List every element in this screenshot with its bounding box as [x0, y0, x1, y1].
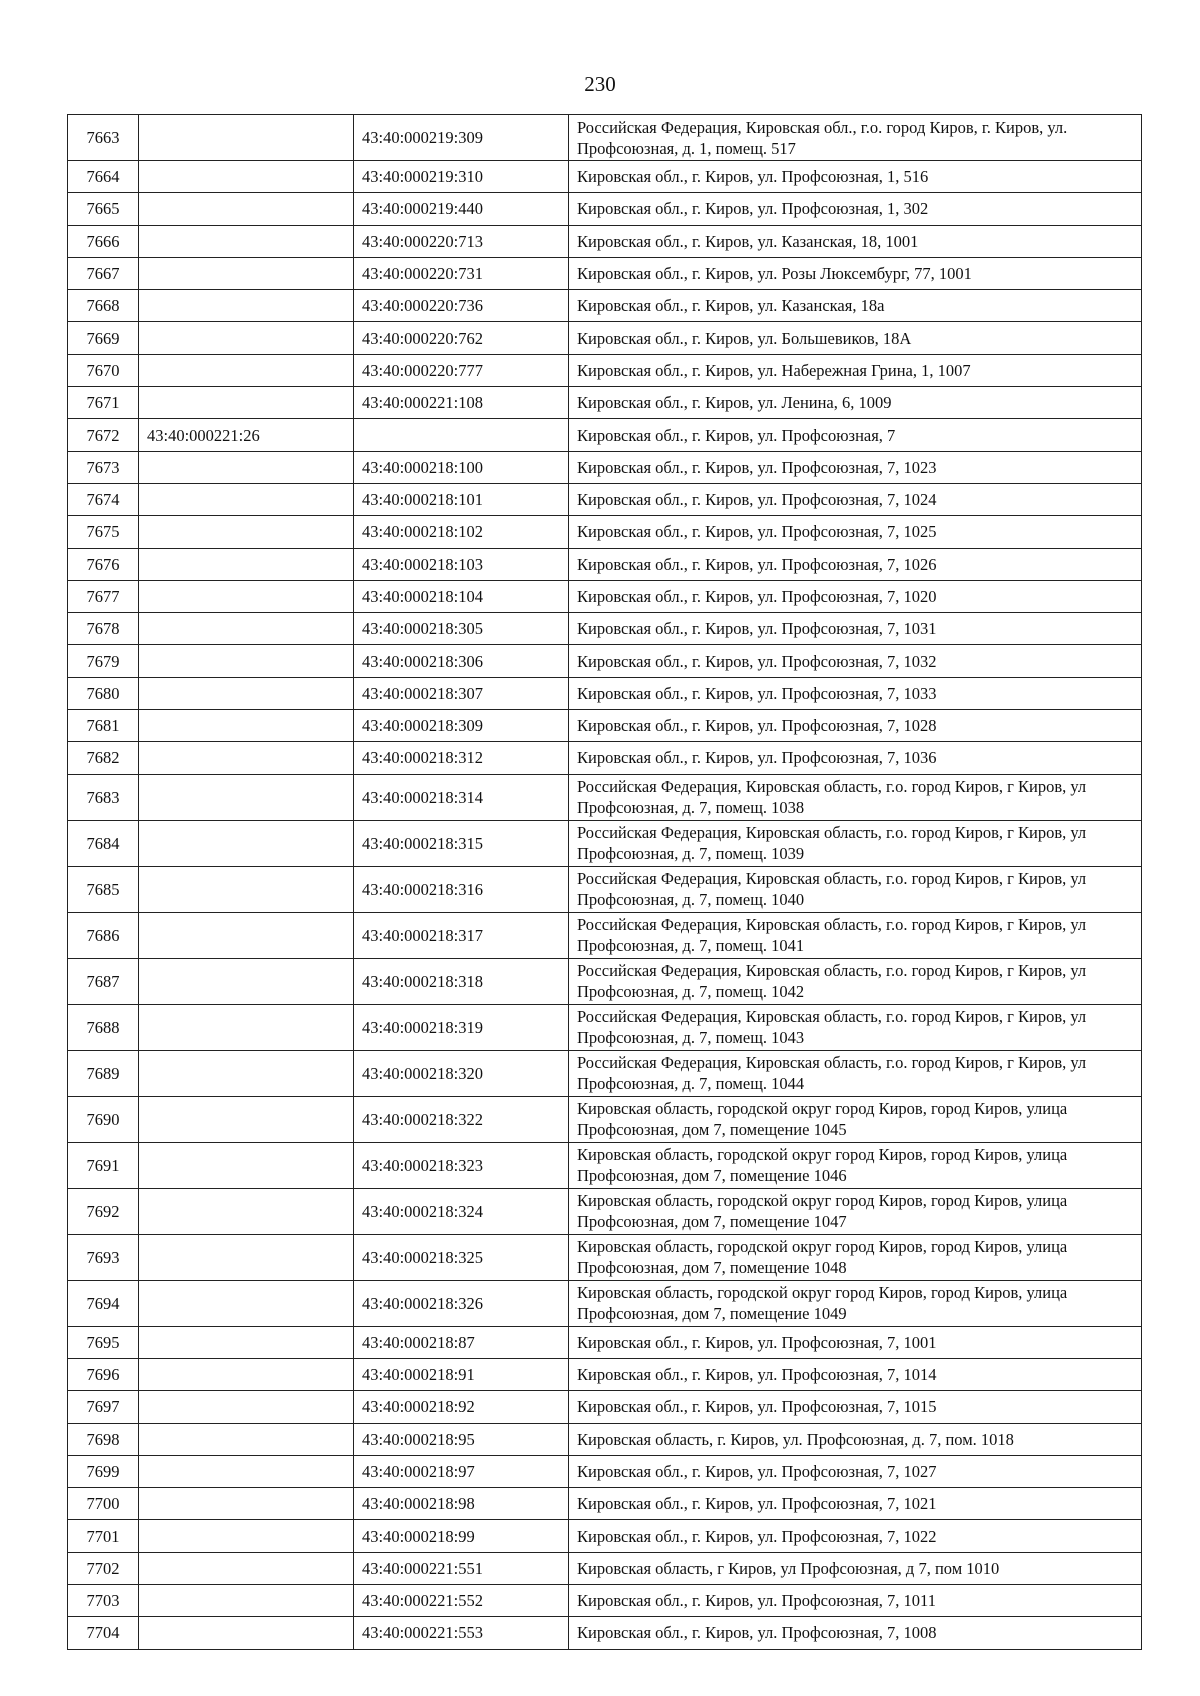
table-row [68, 645, 1142, 677]
land-cadastral-number-cell [139, 1004, 354, 1050]
land-cadastral-number-cell [139, 193, 354, 225]
cadastral-number-cell: 43:40:000220:762 [354, 322, 569, 354]
row-number-cell: 7673 [68, 451, 139, 483]
table-row [68, 1488, 1142, 1520]
address-cell: Кировская обл., г. Киров, ул. Казанская, 18, 1001 [569, 225, 1142, 257]
address-cell: Кировская обл., г. Киров, ул. Профсоюзная, 1, 302 [569, 193, 1142, 225]
table-row [68, 387, 1142, 419]
land-cadastral-number-cell [139, 387, 354, 419]
address-cell: Российская Федерация, Кировская область, г.о. город Киров, г Киров, ул Профсоюзная, д. 7, помещ. 1040 [569, 866, 1142, 912]
cadastral-number-cell: 43:40:000218:101 [354, 483, 569, 515]
page-number: 230 [584, 72, 616, 96]
row-number-cell: 7674 [68, 483, 139, 515]
address-cell: Кировская обл., г. Киров, ул. Профсоюзная, 7, 1033 [569, 677, 1142, 709]
land-cadastral-number-cell [139, 548, 354, 580]
table-row [68, 419, 1142, 451]
table-row [68, 1391, 1142, 1423]
land-cadastral-number-cell [139, 115, 354, 161]
row-number-cell: 7682 [68, 742, 139, 774]
address-cell: Российская Федерация, Кировская область, г.о. город Киров, г Киров, ул Профсоюзная, д. 7, помещ. 1041 [569, 912, 1142, 958]
address-cell: Кировская обл., г. Киров, ул. Профсоюзная, 7 [569, 419, 1142, 451]
land-cadastral-number-cell [139, 742, 354, 774]
cadastral-number-cell: 43:40:000218:87 [354, 1326, 569, 1358]
land-cadastral-number-cell [139, 677, 354, 709]
address-cell: Кировская обл., г. Киров, ул. Казанская, 18а [569, 290, 1142, 322]
cadastral-number-cell: 43:40:000218:306 [354, 645, 569, 677]
table-row [68, 1142, 1142, 1188]
row-number-cell: 7686 [68, 912, 139, 958]
land-cadastral-number-cell [139, 580, 354, 612]
row-number-cell: 7663 [68, 115, 139, 161]
address-cell: Кировская обл., г. Киров, ул. Профсоюзная, 7, 1024 [569, 483, 1142, 515]
address-cell: Кировская обл., г. Киров, ул. Профсоюзная, 7, 1025 [569, 516, 1142, 548]
address-cell: Кировская обл., г. Киров, ул. Профсоюзная, 7, 1022 [569, 1520, 1142, 1552]
table-row [68, 613, 1142, 645]
table-row [68, 1552, 1142, 1584]
table-row [68, 912, 1142, 958]
cadastral-number-cell: 43:40:000218:314 [354, 774, 569, 820]
cadastral-number-cell: 43:40:000218:322 [354, 1096, 569, 1142]
row-number-cell: 7670 [68, 354, 139, 386]
cadastral-number-cell: 43:40:000220:736 [354, 290, 569, 322]
address-cell: Кировская обл., г. Киров, ул. Профсоюзная, 7, 1008 [569, 1617, 1142, 1649]
address-cell: Кировская обл., г. Киров, ул. Профсоюзная, 7, 1020 [569, 580, 1142, 612]
cadastral-number-cell: 43:40:000218:307 [354, 677, 569, 709]
table-row [68, 1050, 1142, 1096]
table-row [68, 1520, 1142, 1552]
row-number-cell: 7672 [68, 419, 139, 451]
table-row [68, 580, 1142, 612]
cadastral-number-cell: 43:40:000218:325 [354, 1234, 569, 1280]
address-cell: Кировская обл., г. Киров, ул. Профсоюзная, 7, 1032 [569, 645, 1142, 677]
land-cadastral-number-cell [139, 1423, 354, 1455]
cadastral-number-cell: 43:40:000218:318 [354, 958, 569, 1004]
cadastral-number-cell: 43:40:000219:309 [354, 115, 569, 161]
land-cadastral-number-cell [139, 451, 354, 483]
row-number-cell: 7664 [68, 161, 139, 193]
land-cadastral-number-cell [139, 1520, 354, 1552]
land-cadastral-number-cell [139, 1552, 354, 1584]
row-number-cell: 7692 [68, 1188, 139, 1234]
land-cadastral-number-cell [139, 1488, 354, 1520]
land-cadastral-number-cell [139, 710, 354, 742]
table-row [68, 1326, 1142, 1358]
land-cadastral-number-cell [139, 322, 354, 354]
table-row [68, 1234, 1142, 1280]
land-cadastral-number-cell: 43:40:000221:26 [139, 419, 354, 451]
cadastral-number-cell: 43:40:000218:100 [354, 451, 569, 483]
row-number-cell: 7669 [68, 322, 139, 354]
land-cadastral-number-cell [139, 1391, 354, 1423]
table-row [68, 774, 1142, 820]
address-cell: Кировская обл., г. Киров, ул. Ленина, 6, 1009 [569, 387, 1142, 419]
row-number-cell: 7687 [68, 958, 139, 1004]
cadastral-number-cell: 43:40:000219:440 [354, 193, 569, 225]
land-cadastral-number-cell [139, 257, 354, 289]
land-cadastral-number-cell [139, 1280, 354, 1326]
address-cell: Кировская обл., г. Киров, ул. Большевиков, 18А [569, 322, 1142, 354]
cadastral-number-cell: 43:40:000218:316 [354, 866, 569, 912]
cadastral-number-cell: 43:40:000218:319 [354, 1004, 569, 1050]
address-cell: Кировская обл., г. Киров, ул. Профсоюзная, 7, 1023 [569, 451, 1142, 483]
address-cell: Кировская обл., г. Киров, ул. Профсоюзная, 1, 516 [569, 161, 1142, 193]
cadastral-number-cell: 43:40:000221:108 [354, 387, 569, 419]
row-number-cell: 7684 [68, 820, 139, 866]
land-cadastral-number-cell [139, 161, 354, 193]
row-number-cell: 7690 [68, 1096, 139, 1142]
address-cell: Кировская область, городской округ город Киров, город Киров, улица Профсоюзная, дом 7, помещение 1047 [569, 1188, 1142, 1234]
row-number-cell: 7700 [68, 1488, 139, 1520]
address-cell: Кировская обл., г. Киров, ул. Профсоюзная, 7, 1015 [569, 1391, 1142, 1423]
cadastral-number-cell: 43:40:000218:305 [354, 613, 569, 645]
row-number-cell: 7677 [68, 580, 139, 612]
table-row [68, 322, 1142, 354]
address-cell: Российская Федерация, Кировская область, г.о. город Киров, г Киров, ул Профсоюзная, д. 7, помещ. 1039 [569, 820, 1142, 866]
address-cell: Кировская обл., г. Киров, ул. Профсоюзная, 7, 1021 [569, 1488, 1142, 1520]
row-number-cell: 7696 [68, 1358, 139, 1390]
table-row [68, 1617, 1142, 1649]
cadastral-number-cell: 43:40:000218:309 [354, 710, 569, 742]
table-row [68, 1585, 1142, 1617]
table-row [68, 290, 1142, 322]
address-cell: Кировская обл., г. Киров, ул. Профсоюзная, 7, 1011 [569, 1585, 1142, 1617]
table-row [68, 161, 1142, 193]
cadastral-number-cell: 43:40:000218:92 [354, 1391, 569, 1423]
row-number-cell: 7667 [68, 257, 139, 289]
address-cell: Кировская обл., г. Киров, ул. Розы Люксембург, 77, 1001 [569, 257, 1142, 289]
land-cadastral-number-cell [139, 290, 354, 322]
row-number-cell: 7675 [68, 516, 139, 548]
row-number-cell: 7702 [68, 1552, 139, 1584]
table-row [68, 115, 1142, 161]
address-cell: Кировская область, городской округ город Киров, город Киров, улица Профсоюзная, дом 7, помещение 1045 [569, 1096, 1142, 1142]
cadastral-number-cell: 43:40:000218:102 [354, 516, 569, 548]
land-cadastral-number-cell [139, 1326, 354, 1358]
address-cell: Кировская область, городской округ город Киров, город Киров, улица Профсоюзная, дом 7, помещение 1048 [569, 1234, 1142, 1280]
row-number-cell: 7703 [68, 1585, 139, 1617]
table-row [68, 516, 1142, 548]
land-cadastral-number-cell [139, 1096, 354, 1142]
land-cadastral-number-cell [139, 820, 354, 866]
cadastral-number-cell [354, 419, 569, 451]
table-row [68, 710, 1142, 742]
table-row [68, 1455, 1142, 1487]
table-row [68, 866, 1142, 912]
table-row [68, 677, 1142, 709]
row-number-cell: 7681 [68, 710, 139, 742]
cadastral-number-cell: 43:40:000218:103 [354, 548, 569, 580]
land-cadastral-number-cell [139, 958, 354, 1004]
land-cadastral-number-cell [139, 354, 354, 386]
address-cell: Кировская обл., г. Киров, ул. Набережная Грина, 1, 1007 [569, 354, 1142, 386]
address-cell: Российская Федерация, Кировская область, г.о. город Киров, г Киров, ул Профсоюзная, д. 7, помещ. 1044 [569, 1050, 1142, 1096]
address-cell: Российская Федерация, Кировская область, г.о. город Киров, г Киров, ул Профсоюзная, д. 7, помещ. 1043 [569, 1004, 1142, 1050]
address-cell: Кировская обл., г. Киров, ул. Профсоюзная, 7, 1001 [569, 1326, 1142, 1358]
address-cell: Кировская область, городской округ город Киров, город Киров, улица Профсоюзная, дом 7, помещение 1046 [569, 1142, 1142, 1188]
table-row [68, 1280, 1142, 1326]
table-row [68, 1358, 1142, 1390]
table-row [68, 1423, 1142, 1455]
cadastral-number-cell: 43:40:000218:95 [354, 1423, 569, 1455]
row-number-cell: 7699 [68, 1455, 139, 1487]
row-number-cell: 7704 [68, 1617, 139, 1649]
cadastral-number-cell: 43:40:000219:310 [354, 161, 569, 193]
table-row [68, 742, 1142, 774]
address-cell: Российская Федерация, Кировская область, г.о. город Киров, г Киров, ул Профсоюзная, д. 7, помещ. 1038 [569, 774, 1142, 820]
row-number-cell: 7680 [68, 677, 139, 709]
cadastral-number-cell: 43:40:000220:713 [354, 225, 569, 257]
cadastral-number-cell: 43:40:000218:323 [354, 1142, 569, 1188]
land-cadastral-number-cell [139, 645, 354, 677]
row-number-cell: 7698 [68, 1423, 139, 1455]
cadastral-number-cell: 43:40:000218:324 [354, 1188, 569, 1234]
row-number-cell: 7666 [68, 225, 139, 257]
land-cadastral-number-cell [139, 774, 354, 820]
cadastral-number-cell: 43:40:000218:326 [354, 1280, 569, 1326]
row-number-cell: 7689 [68, 1050, 139, 1096]
land-cadastral-number-cell [139, 1142, 354, 1188]
table-row [68, 958, 1142, 1004]
row-number-cell: 7697 [68, 1391, 139, 1423]
land-cadastral-number-cell [139, 225, 354, 257]
address-cell: Кировская обл., г. Киров, ул. Профсоюзная, 7, 1028 [569, 710, 1142, 742]
cadastral-number-cell: 43:40:000218:97 [354, 1455, 569, 1487]
address-cell: Российская Федерация, Кировская обл., г.о. город Киров, г. Киров, ул. Профсоюзная, д. 1, помещ. 517 [569, 115, 1142, 161]
cadastral-number-cell: 43:40:000220:777 [354, 354, 569, 386]
cadastral-number-cell: 43:40:000218:317 [354, 912, 569, 958]
table-row [68, 1004, 1142, 1050]
land-cadastral-number-cell [139, 1358, 354, 1390]
row-number-cell: 7676 [68, 548, 139, 580]
address-cell: Кировская обл., г. Киров, ул. Профсоюзная, 7, 1026 [569, 548, 1142, 580]
property-table [67, 114, 1142, 1650]
table-row [68, 483, 1142, 515]
table-row [68, 820, 1142, 866]
cadastral-number-cell: 43:40:000220:731 [354, 257, 569, 289]
table-row [68, 193, 1142, 225]
land-cadastral-number-cell [139, 1455, 354, 1487]
land-cadastral-number-cell [139, 1617, 354, 1649]
land-cadastral-number-cell [139, 1188, 354, 1234]
row-number-cell: 7695 [68, 1326, 139, 1358]
table-row [68, 1096, 1142, 1142]
table-row [68, 354, 1142, 386]
cadastral-number-cell: 43:40:000218:320 [354, 1050, 569, 1096]
cadastral-number-cell: 43:40:000221:552 [354, 1585, 569, 1617]
land-cadastral-number-cell [139, 516, 354, 548]
address-cell: Кировская область, г Киров, ул Профсоюзная, д 7, пом 1010 [569, 1552, 1142, 1584]
land-cadastral-number-cell [139, 1234, 354, 1280]
row-number-cell: 7668 [68, 290, 139, 322]
land-cadastral-number-cell [139, 483, 354, 515]
table-row [68, 548, 1142, 580]
row-number-cell: 7665 [68, 193, 139, 225]
address-cell: Кировская обл., г. Киров, ул. Профсоюзная, 7, 1014 [569, 1358, 1142, 1390]
row-number-cell: 7694 [68, 1280, 139, 1326]
row-number-cell: 7688 [68, 1004, 139, 1050]
land-cadastral-number-cell [139, 866, 354, 912]
row-number-cell: 7683 [68, 774, 139, 820]
cadastral-number-cell: 43:40:000221:551 [354, 1552, 569, 1584]
table-body [68, 115, 1142, 1650]
cadastral-number-cell: 43:40:000218:91 [354, 1358, 569, 1390]
cadastral-number-cell: 43:40:000218:312 [354, 742, 569, 774]
table-row [68, 257, 1142, 289]
table-row [68, 225, 1142, 257]
cadastral-number-cell: 43:40:000218:98 [354, 1488, 569, 1520]
row-number-cell: 7691 [68, 1142, 139, 1188]
land-cadastral-number-cell [139, 1585, 354, 1617]
row-number-cell: 7701 [68, 1520, 139, 1552]
address-cell: Кировская область, г. Киров, ул. Профсоюзная, д. 7, пом. 1018 [569, 1423, 1142, 1455]
cadastral-number-cell: 43:40:000218:104 [354, 580, 569, 612]
row-number-cell: 7679 [68, 645, 139, 677]
address-cell: Кировская обл., г. Киров, ул. Профсоюзная, 7, 1031 [569, 613, 1142, 645]
address-cell: Кировская обл., г. Киров, ул. Профсоюзная, 7, 1036 [569, 742, 1142, 774]
table-row [68, 451, 1142, 483]
land-cadastral-number-cell [139, 613, 354, 645]
cadastral-number-cell: 43:40:000218:99 [354, 1520, 569, 1552]
cadastral-number-cell: 43:40:000218:315 [354, 820, 569, 866]
land-cadastral-number-cell [139, 1050, 354, 1096]
cadastral-number-cell: 43:40:000221:553 [354, 1617, 569, 1649]
land-cadastral-number-cell [139, 912, 354, 958]
row-number-cell: 7685 [68, 866, 139, 912]
row-number-cell: 7671 [68, 387, 139, 419]
address-cell: Российская Федерация, Кировская область, г.о. город Киров, г Киров, ул Профсоюзная, д. 7, помещ. 1042 [569, 958, 1142, 1004]
row-number-cell: 7693 [68, 1234, 139, 1280]
address-cell: Кировская область, городской округ город Киров, город Киров, улица Профсоюзная, дом 7, помещение 1049 [569, 1280, 1142, 1326]
address-cell: Кировская обл., г. Киров, ул. Профсоюзная, 7, 1027 [569, 1455, 1142, 1487]
table-row [68, 1188, 1142, 1234]
row-number-cell: 7678 [68, 613, 139, 645]
